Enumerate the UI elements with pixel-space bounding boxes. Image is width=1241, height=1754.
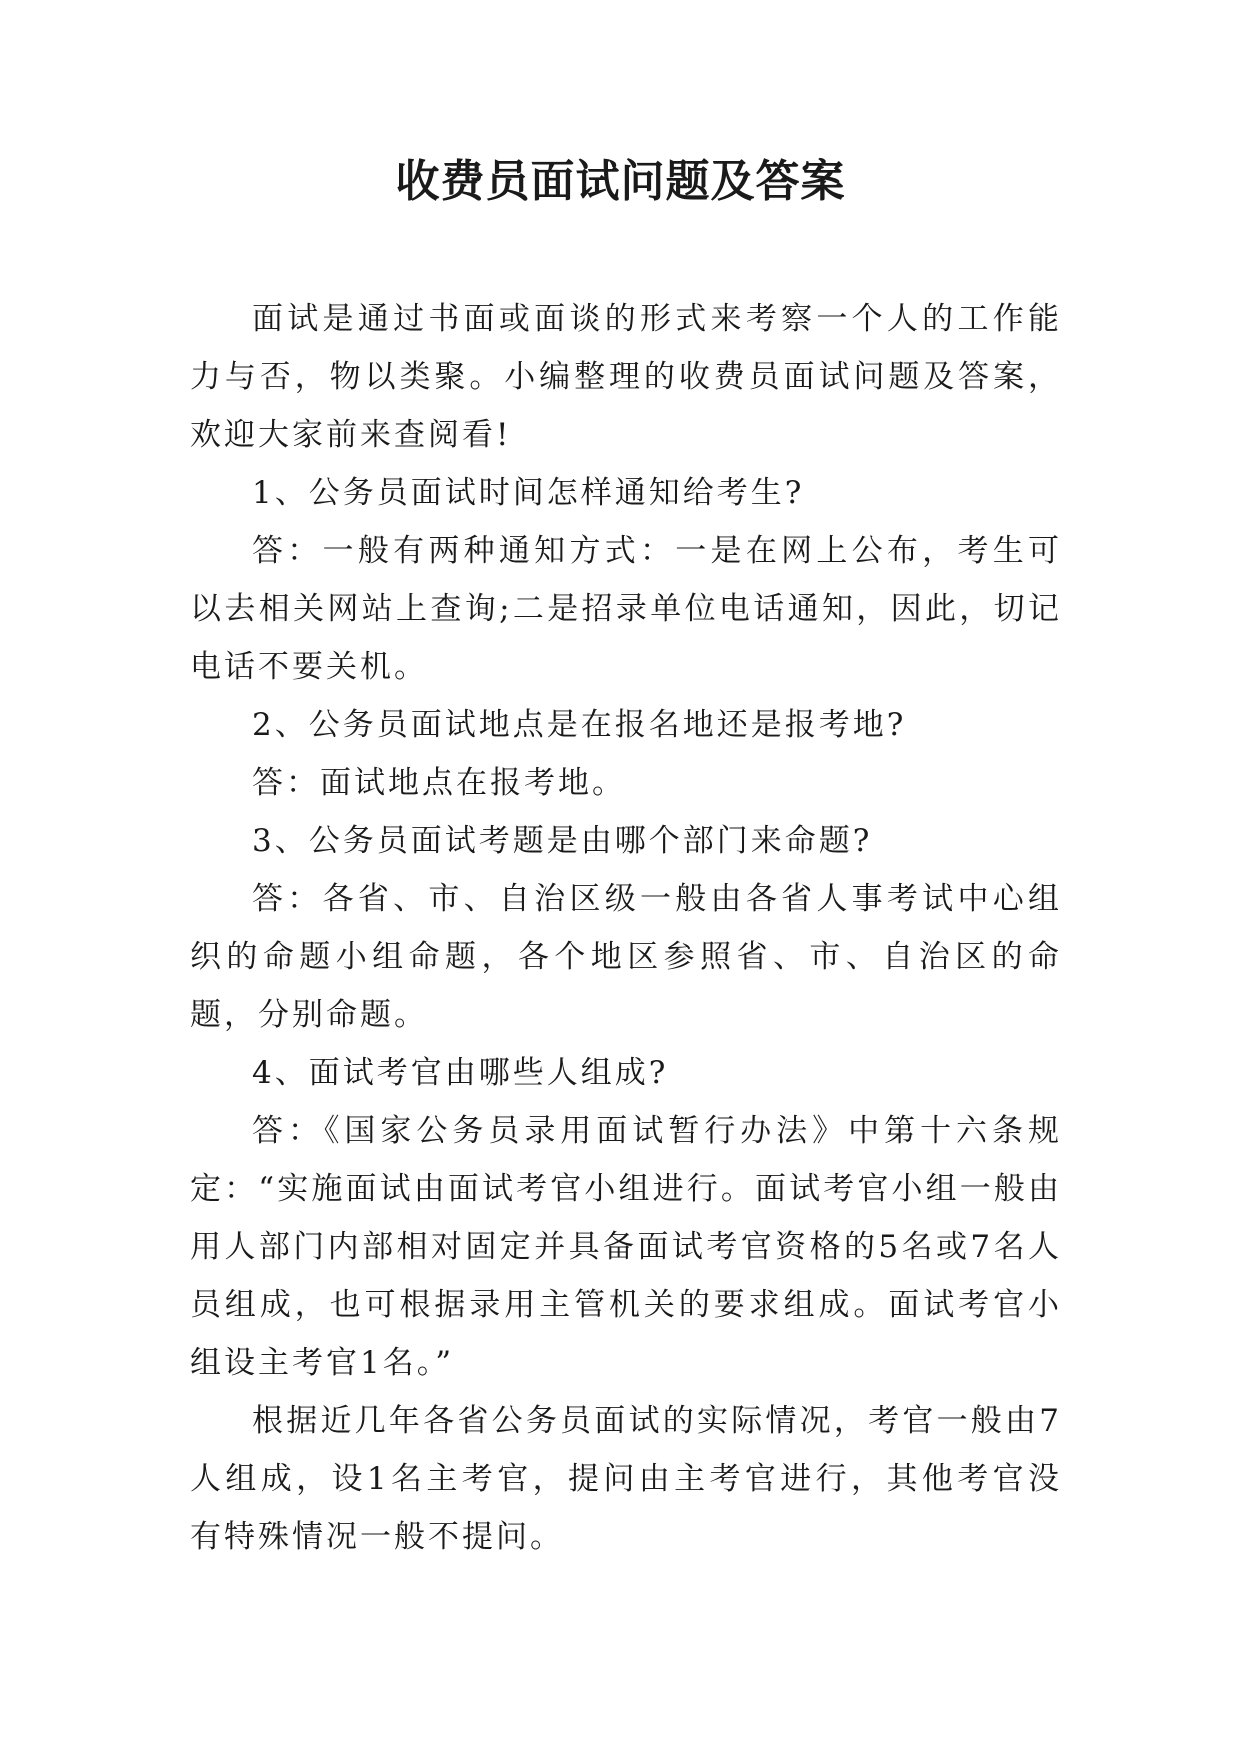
question-2: 2、公务员面试地点是在报名地还是报考地?	[252, 707, 907, 743]
answer-1: 答：一般有两种通知方式：一是在网上公布，考生可以去相关网站上查询;二是招录单位电话通知，因此，切记电话不要关机。	[190, 533, 1062, 685]
answer-3: 答：各省、市、自治区级一般由各省人事考试中心组织的命题小组命题，各个地区参照省、市、自治区的命题，分别命题。	[190, 881, 1062, 1033]
question-4: 4、面试考官由哪些人组成?	[252, 1055, 669, 1091]
document-body	[190, 290, 1062, 1566]
question-1: 1、公务员面试时间怎样通知给考生?	[252, 475, 805, 511]
answer-4: 答：《国家公务员录用面试暂行办法》中第十六条规定：“实施面试由面试考官小组进行。面试考官小组一般由用人部门内部相对固定并具备面试考官资格的5名或7名人员组成，也可根据录用主管机关的要求组成。面试考官小组设主考官1名。”	[190, 1113, 1062, 1381]
document-title: 收费员面试问题及答案	[395, 156, 846, 207]
answer-2: 答：面试地点在报考地。	[252, 765, 626, 801]
intro-paragraph: 面试是通过书面或面谈的形式来考察一个人的工作能力与否，物以类聚。小编整理的收费员面试问题及答案，欢迎大家前来查阅看!	[190, 301, 1062, 453]
question-3: 3、公务员面试考题是由哪个部门来命题?	[252, 823, 873, 859]
closing-paragraph: 根据近几年各省公务员面试的实际情况，考官一般由7人组成，设1名主考官，提问由主考官进行，其他考官没有特殊情况一般不提问。	[190, 1403, 1062, 1555]
